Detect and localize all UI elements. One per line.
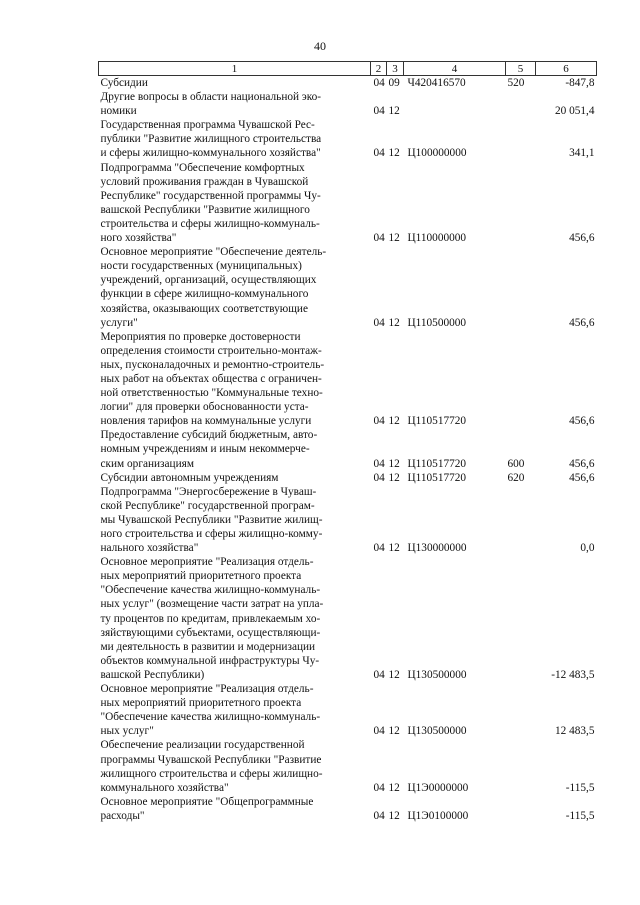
item-name-line: "Обеспечение качества жилищно-коммуналь- <box>100 584 321 597</box>
target-article-code: Ц1Э0100000 <box>407 809 469 822</box>
item-name-line: ту процентов по кредитам, привлекаемым хо- <box>100 612 321 625</box>
header-col-1: 1 <box>99 62 371 76</box>
item-name <box>99 471 371 485</box>
item-name-line: Мероприятия по проверке достоверности <box>100 330 301 343</box>
header-col-5: 5 <box>506 62 536 76</box>
header-row <box>99 62 597 76</box>
section-code: 04 <box>373 809 385 822</box>
amount: 456,6 <box>569 457 595 470</box>
subsection-code: 12 <box>388 542 400 555</box>
table-row <box>99 76 597 91</box>
section-code: 04 <box>373 781 385 794</box>
item-name-line: вашской Республики "Развитие жилищного <box>100 203 310 216</box>
item-name-line: функции в сфере жилищно-коммунального <box>100 288 309 301</box>
section-code: 04 <box>373 542 385 555</box>
expense-type-code <box>506 795 536 823</box>
section-code: 04 <box>373 147 385 160</box>
item-name-line: ной ответственностью "Коммунальные техно- <box>100 387 323 400</box>
item-name <box>99 795 371 823</box>
item-name-line: Другие вопросы в области национальной эко- <box>100 91 322 104</box>
amount: 0,0 <box>580 542 595 555</box>
header-col-3: 3 <box>387 62 404 76</box>
subsection-code: 12 <box>388 105 400 118</box>
item-name-line: ных, пусконаладочных и ремонтно-строитель- <box>100 358 325 371</box>
expense-type-code <box>506 161 536 246</box>
target-article-code: Ц130000000 <box>407 542 467 555</box>
item-name-line: мы Чувашской Республики "Развитие жилищ- <box>100 513 323 526</box>
amount: 341,1 <box>569 147 595 160</box>
amount: 20 051,4 <box>554 105 595 118</box>
item-name-line: вашской Республики) <box>100 668 205 681</box>
item-name-line: логии" для проверки обоснованности уста- <box>100 401 309 414</box>
item-name-line: и сферы жилищно-коммунального хозяйства" <box>100 147 321 160</box>
item-name <box>99 682 371 738</box>
table-row <box>99 471 597 485</box>
page-number: 40 <box>314 39 326 53</box>
target-article-code: Ц110517720 <box>407 471 467 484</box>
table-row <box>99 428 597 470</box>
subsection-code: 12 <box>388 147 400 160</box>
table-row <box>99 795 597 823</box>
item-name-line: Основное мероприятие "Реализация отдель- <box>100 556 314 569</box>
expense-type-code <box>506 90 536 118</box>
item-name-line: нального хозяйства" <box>100 542 199 555</box>
item-name-line: ных услуг" <box>100 725 154 738</box>
item-name-line: коммунального хозяйства" <box>100 781 229 794</box>
item-name-line: Основное мероприятие "Обеспечение деятель- <box>100 246 327 259</box>
expense-type-code: 620 <box>507 471 525 484</box>
item-name-line: ных услуг" (возмещение части затрат на упла- <box>100 598 324 611</box>
item-name-line: жилищного строительства и сферы жилищно- <box>100 767 323 780</box>
section-code: 04 <box>373 415 385 428</box>
item-name-line: определения стоимости строительно-монтаж- <box>100 344 322 357</box>
table-row <box>99 330 597 429</box>
section-code: 04 <box>373 232 385 245</box>
target-article-code: Ч420416570 <box>407 77 466 89</box>
subsection-code: 12 <box>388 471 400 484</box>
target-article-code: Ц100000000 <box>407 147 467 160</box>
item-name-line: объектов коммунальной инфраструктуры Чу- <box>100 654 320 667</box>
item-name <box>99 245 371 330</box>
target-article-code: Ц110000000 <box>407 232 467 245</box>
item-name-line: Предоставление субсидий бюджетным, авто- <box>100 429 318 442</box>
amount: -12 483,5 <box>551 668 595 681</box>
section-code: 04 <box>373 725 385 738</box>
item-name-line: ного строительства и сферы жилищно-комму- <box>100 528 323 540</box>
table-row <box>99 485 597 555</box>
item-name-line: "Обеспечение качества жилищно-коммуналь- <box>100 711 321 724</box>
item-name-line: Субсидии <box>100 77 148 89</box>
subsection-code: 12 <box>388 316 400 329</box>
amount: -847,8 <box>565 77 595 89</box>
item-name-line: ским организациям <box>100 457 194 470</box>
item-name-line: Субсидии автономным учреждениям <box>100 471 279 484</box>
table-row <box>99 682 597 738</box>
item-name-line: зяйствующими субъектами, осуществляющи- <box>100 626 321 639</box>
item-name-line: ности государственных (муниципальных) <box>100 260 302 273</box>
table-row <box>99 118 597 160</box>
amount: -115,5 <box>565 781 595 794</box>
item-name-line: новления тарифов на коммунальные услуги <box>100 415 312 428</box>
item-name <box>99 161 371 246</box>
item-name-line: Подпрограмма "Обеспечение комфортных <box>100 161 305 174</box>
item-name-line: условий проживания граждан в Чувашской <box>100 175 309 188</box>
expense-type-code <box>506 245 536 330</box>
expense-type-code <box>506 682 536 738</box>
expense-type-code <box>506 485 536 555</box>
item-name <box>99 118 371 160</box>
table-row <box>99 555 597 682</box>
item-name <box>99 76 371 91</box>
item-name-line: Основное мероприятие "Общепрограммные <box>100 795 314 808</box>
target-article-code <box>404 90 506 118</box>
section-code: 04 <box>373 316 385 329</box>
section-code: 04 <box>373 457 385 470</box>
item-name-line: учреждений, организаций, осуществляющих <box>100 274 317 287</box>
subsection-code: 09 <box>388 77 400 89</box>
item-name-line: ного хозяйства" <box>100 232 177 245</box>
subsection-code: 12 <box>388 781 400 794</box>
item-name-line: публики "Развитие жилищного строительства <box>100 133 322 146</box>
item-name-line: Подпрограмма "Энергосбережение в Чуваш- <box>100 485 317 498</box>
item-name <box>99 428 371 470</box>
item-name-line: услуги" <box>100 316 138 329</box>
subsection-code: 12 <box>388 457 400 470</box>
item-name <box>99 485 371 555</box>
amount: 456,6 <box>569 471 595 484</box>
item-name-line: строительства и сферы жилищно-коммуналь- <box>100 217 320 230</box>
table-row <box>99 738 597 794</box>
table-row <box>99 245 597 330</box>
expense-type-code: 520 <box>507 77 525 89</box>
table-row <box>99 161 597 246</box>
item-name <box>99 738 371 794</box>
amount: -115,5 <box>565 809 595 822</box>
item-name-line: программы Чувашской Республики "Развитие <box>100 753 322 766</box>
item-name-line: номики <box>100 105 137 118</box>
item-name-line: ми деятельность в развитии и модернизации <box>100 640 316 653</box>
header-col-6: 6 <box>536 62 597 76</box>
item-name <box>99 555 371 682</box>
expense-type-code <box>506 738 536 794</box>
expense-type-code <box>506 330 536 429</box>
target-article-code: Ц130500000 <box>407 725 467 738</box>
amount: 456,6 <box>569 316 595 329</box>
amount: 12 483,5 <box>554 725 595 738</box>
subsection-code: 12 <box>388 809 400 822</box>
item-name-line: хозяйства, оказывающих соответствующие <box>100 302 308 315</box>
item-name-line: ных мероприятий приоритетного проекта <box>100 570 302 583</box>
expense-type-code <box>506 118 536 160</box>
table-row <box>99 90 597 118</box>
section-code: 04 <box>373 471 385 484</box>
item-name-line: расходы" <box>100 809 145 822</box>
subsection-code: 12 <box>388 668 400 681</box>
target-article-code: Ц110517720 <box>407 415 467 428</box>
target-article-code: Ц110517720 <box>407 457 467 470</box>
section-code: 04 <box>373 668 385 681</box>
item-name <box>99 90 371 118</box>
section-code: 04 <box>373 77 385 89</box>
subsection-code: 12 <box>388 725 400 738</box>
target-article-code: Ц110500000 <box>407 316 467 329</box>
expense-type-code: 600 <box>507 457 525 470</box>
item-name-line: Обеспечение реализации государственной <box>100 739 305 752</box>
item-name-line: номным учреждениям и иным некоммерче- <box>100 443 310 456</box>
item-name-line: Основное мероприятие "Реализация отдель- <box>100 683 314 696</box>
target-article-code: Ц130500000 <box>407 668 467 681</box>
amount: 456,6 <box>569 232 595 245</box>
item-name-line: Государственная программа Чувашской Рес- <box>100 119 315 132</box>
subsection-code: 12 <box>388 232 400 245</box>
item-name <box>99 330 371 429</box>
table-body <box>99 76 597 823</box>
section-code: 04 <box>373 105 385 118</box>
amount: 456,6 <box>569 415 595 428</box>
item-name-line: ных работ на объектах общества с ограничен- <box>100 372 322 385</box>
item-name-line: ных мероприятий приоритетного проекта <box>100 697 302 710</box>
subsection-code: 12 <box>388 415 400 428</box>
header-col-4: 4 <box>404 62 506 76</box>
header-col-2: 2 <box>371 62 387 76</box>
expense-type-code <box>506 555 536 682</box>
item-name-line: Республике" государственной программы Чу- <box>100 189 321 202</box>
budget-table <box>98 61 597 823</box>
item-name-line: ской Республике" государственной програм- <box>100 499 315 512</box>
target-article-code: Ц1Э0000000 <box>407 781 469 794</box>
